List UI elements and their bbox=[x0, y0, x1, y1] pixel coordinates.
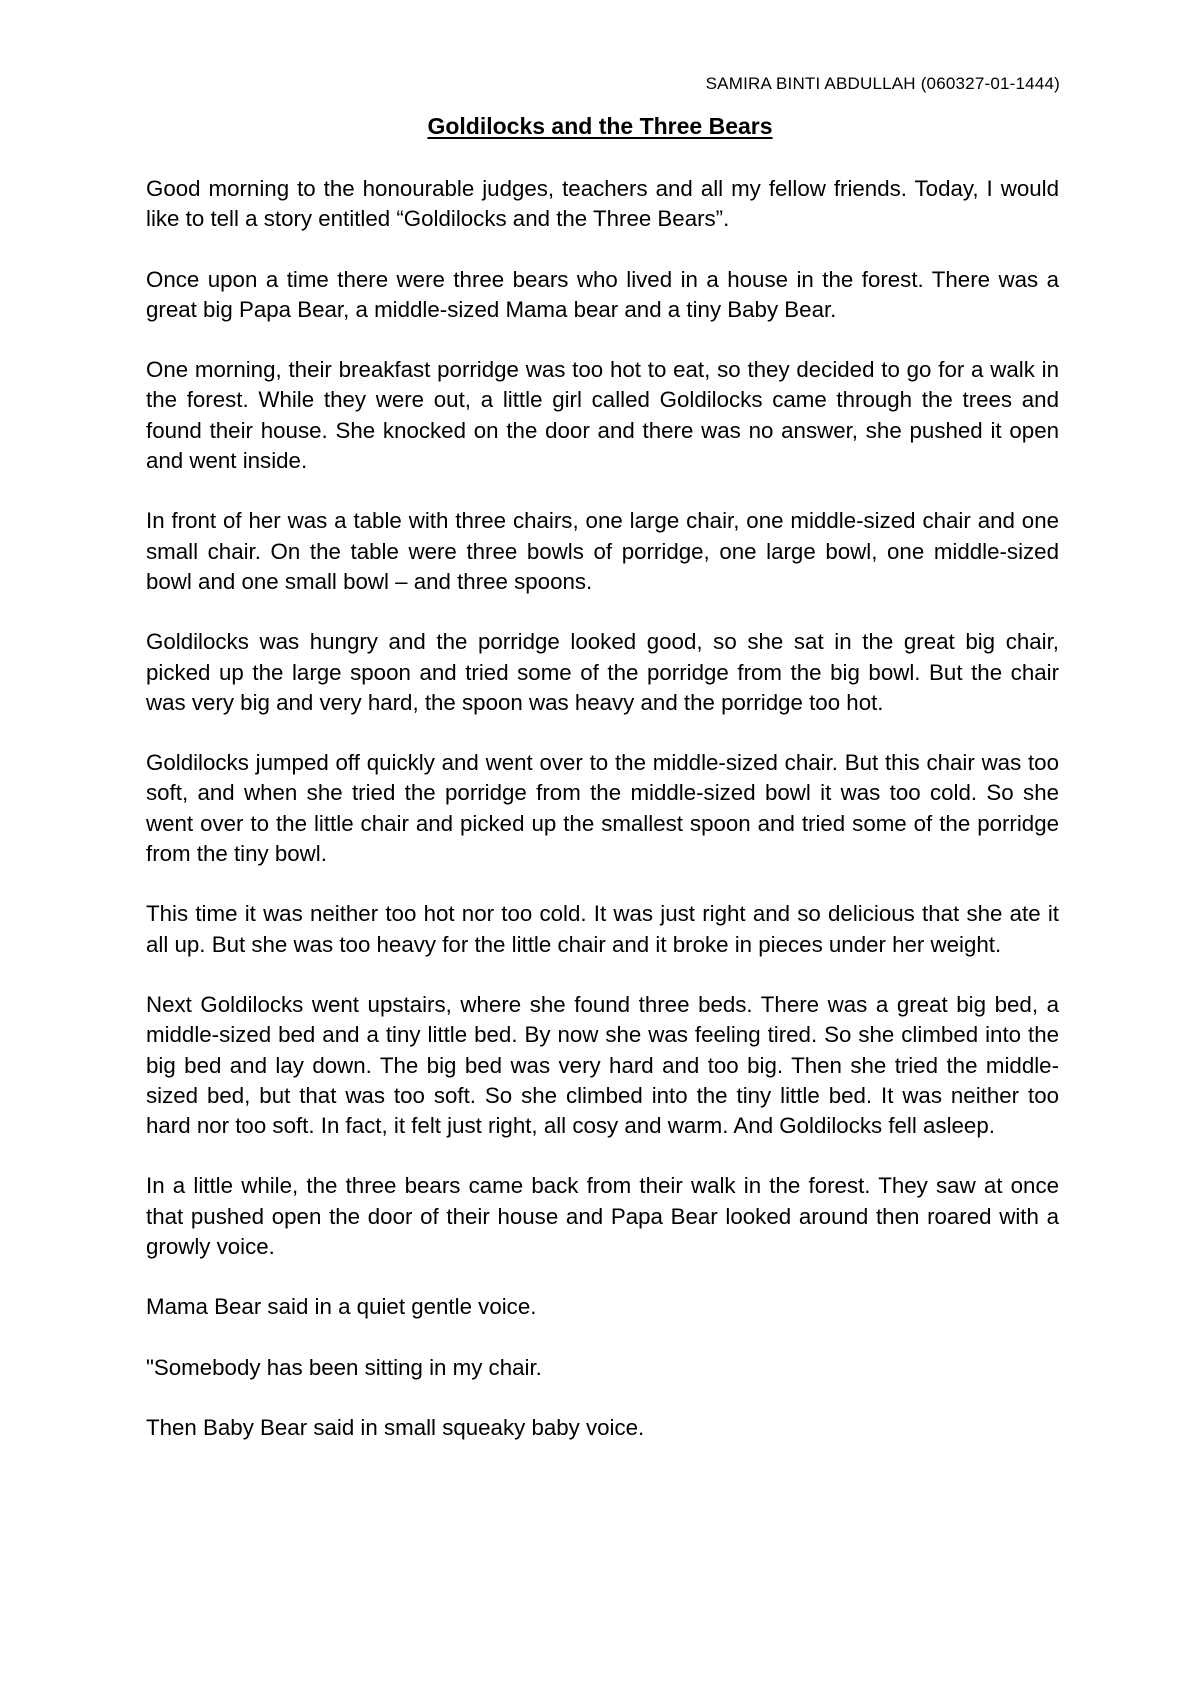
story-title: Goldilocks and the Three Bears bbox=[427, 113, 773, 139]
paragraph-greeting: Good morning to the honourable judges, teachers and all my fellow friends. Today, I would like to tell a story entitled “Goldilocks and the Three Bears”. bbox=[146, 176, 1059, 232]
paragraph-somebody-sitting: "Somebody has been sitting in my chair. bbox=[146, 1354, 542, 1380]
paragraph-morning-walk: One morning, their breakfast porridge was too hot to eat, so they decided to go for a walk in the forest. While they were out, a little girl called Goldilocks came through the trees and found their house. She knocked on the door and there was no answer, she pushed it open and went inside. bbox=[146, 357, 1059, 474]
paragraph-big-chair: Goldilocks was hungry and the porridge looked good, so she sat in the great big chair, picked up the large spoon and tried some of the porridge from the big bowl. But the chair was very big and very hard, the spoon was heavy and the porridge too hot. bbox=[146, 629, 1059, 715]
paragraph-beds: Next Goldilocks went upstairs, where she found three beds. There was a great big bed, a middle-sized bed and a tiny little bed. By now she was feeling tired. So she climbed into the big bed and lay down. The big bed was very hard and too big. Then she tried the middle-sized bed, but that was too soft. So she climbed into the tiny little bed. It was neither too hard nor too soft. In fact, it felt just right, all cosy and warm. And Goldilocks fell asleep. bbox=[146, 991, 1059, 1139]
paragraph-mama-bear: Mama Bear said in a quiet gentle voice. bbox=[146, 1294, 537, 1320]
author-header: SAMIRA BINTI ABDULLAH (060327-01-1444) bbox=[705, 74, 1060, 93]
paragraph-baby-bear: Then Baby Bear said in small squeaky baby voice. bbox=[146, 1414, 645, 1440]
paragraph-middle-chair: Goldilocks jumped off quickly and went over to the middle-sized chair. But this chair was too soft, and when she tried the porridge from the middle-sized bowl it was too cold. So she went over to the little chair and picked up the smallest spoon and tried some of the porridge from the tiny bowl. bbox=[146, 750, 1059, 867]
story-body bbox=[146, 174, 1059, 1473]
paragraph-once-upon: Once upon a time there were three bears who lived in a house in the forest. There was a great big Papa Bear, a middle-sized Mama bear and a tiny Baby Bear. bbox=[146, 266, 1059, 322]
paragraph-table-chairs: In front of her was a table with three chairs, one large chair, one middle-sized chair and one small chair. On the table were three bowls of porridge, one large bowl, one middle-sized bowl and one small bowl – and three spoons. bbox=[146, 508, 1059, 594]
paragraph-bears-return: In a little while, the three bears came back from their walk in the forest. They saw at once that pushed open the door of their house and Papa Bear looked around then roared with a growly voice. bbox=[146, 1173, 1059, 1260]
paragraph-just-right: This time it was neither too hot nor too cold. It was just right and so delicious that she ate it all up. But she was too heavy for the little chair and it broke in pieces under her weight. bbox=[146, 901, 1059, 957]
